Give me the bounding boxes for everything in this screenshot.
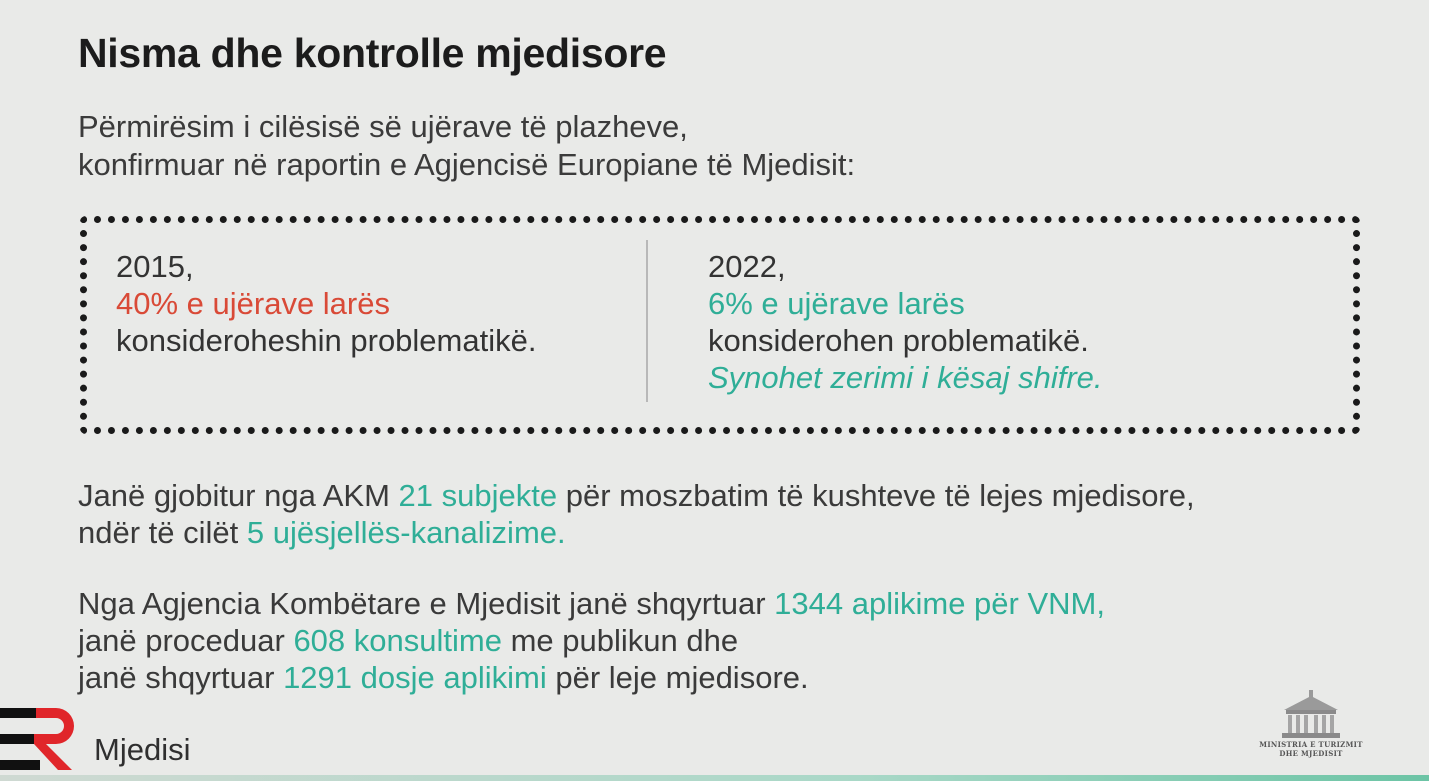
applications-text-2-post: me publikun dhe (501, 623, 739, 658)
comparison-2015 (116, 248, 536, 359)
ministry-building-icon (1276, 688, 1346, 740)
applications-text-1: Nga Agjencia Kombëtare e Mjedisit janë shqyrtuar (78, 586, 775, 621)
applications-line-3 (78, 659, 1105, 696)
applications-highlight-dossiers: 1291 dosje aplikimi (283, 660, 547, 695)
emblem-line-1: MINISTRIA E TURIZMIT (1259, 740, 1363, 749)
applications-highlight-vnm: 1344 aplikime për VNM, (774, 586, 1105, 621)
note-2022: Synohet zerimi i kësaj shifre. (708, 360, 1103, 395)
fines-line-2 (78, 514, 1195, 551)
year-2022: 2022, (708, 249, 786, 284)
highlight-2022: 6% e ujërave larës (708, 286, 965, 321)
highlight-2015: 40% e ujërave larës (116, 286, 390, 321)
intro-text (78, 108, 855, 184)
applications-text-3: janë shqyrtuar (78, 660, 284, 695)
ministry-emblem (1246, 688, 1376, 774)
text-2015: konsideroheshin problematikë. (116, 323, 537, 358)
applications-text-3-post: për leje mjedisore. (546, 660, 809, 695)
applications-highlight-consultations: 608 konsultime (293, 623, 502, 658)
fines-text-pre2: ndër të cilët (78, 515, 247, 550)
fines-paragraph (78, 477, 1195, 551)
fines-highlight-utilities: 5 ujësjellës-kanalizime. (246, 515, 566, 550)
comparison-2022 (708, 248, 1103, 396)
applications-text-2: janë proceduar (78, 623, 294, 658)
applications-paragraph (78, 585, 1105, 696)
fines-highlight-subjects: 21 subjekte (398, 478, 558, 513)
fines-text-pre: Janë gjobitur nga AKM (78, 478, 399, 513)
applications-line-1 (78, 585, 1105, 622)
er-logo-icon (0, 706, 80, 772)
text-2022: konsiderohen problematikë. (708, 323, 1089, 358)
page-title: Nisma dhe kontrolle mjedisore (78, 30, 667, 76)
applications-line-2 (78, 622, 1105, 659)
year-2015: 2015, (116, 249, 194, 284)
fines-line-1 (78, 477, 1195, 514)
bottom-accent-bar (0, 775, 1429, 781)
fines-text-mid: për moszbatim të kushteve të lejes mjedisore, (557, 478, 1195, 513)
intro-line-1: Përmirësim i cilësisë së ujërave të plazheve, (78, 109, 688, 144)
comparison-divider (646, 240, 648, 402)
emblem-line-2: DHE MJEDISIT (1279, 749, 1343, 758)
intro-line-2: konfirmuar në raportin e Agjencisë Europiane të Mjedisit: (78, 147, 856, 182)
section-label: Mjedisi (94, 732, 191, 767)
